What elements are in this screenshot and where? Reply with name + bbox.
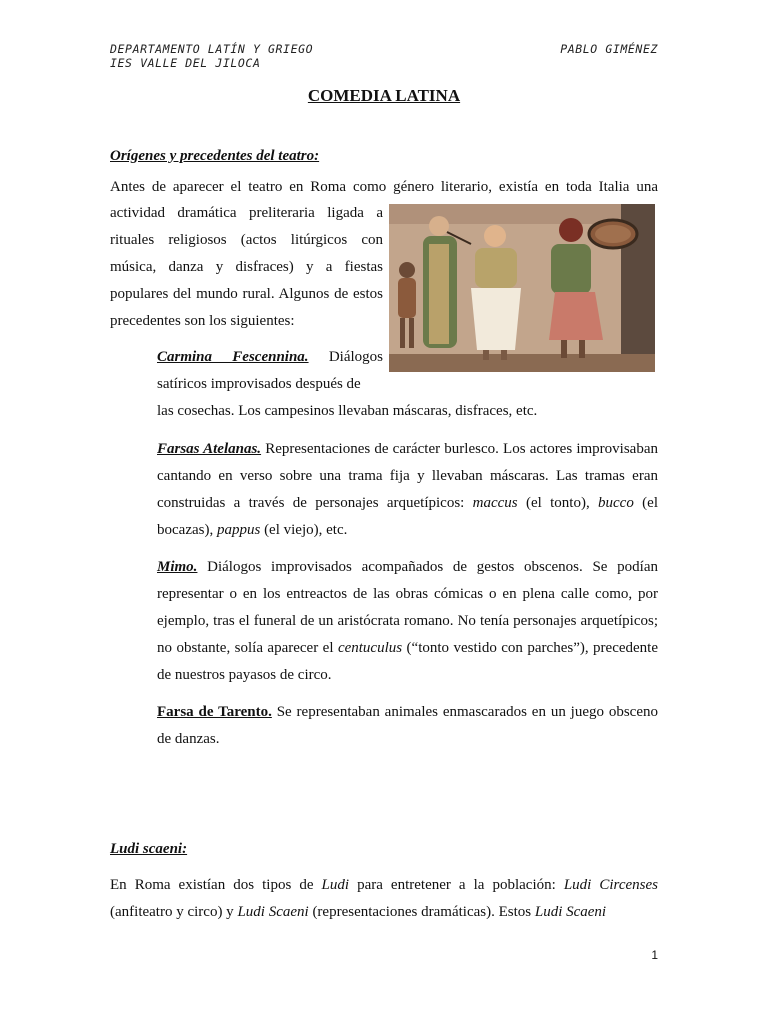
list-item-farsa-tarento: Farsa de Tarento. Se representaban animales enmascarados en un juego obsceno de danzas. [157,704,658,747]
term-carmina-fescennina: Carmina Fescennina. [157,349,309,365]
term-mimo: Mimo. [157,559,198,575]
list-item-farsas-atelanas: Farsas Atelanas. Representaciones de carácter burlesco. Los actores improvisaban cantando en verso sobre una trama fija y llevaban máscaras. Las tramas eran construidas a través de personajes arquetípicos: maccus (el tonto), bucco (el bocazas), pappus (el viejo), etc. [157,441,659,538]
page-number: 1 [651,948,658,962]
intro-paragraph: actividad dramática preliteraria ligada a rituales religiosos (actos litúrgicos con música, danza y disfraces) y a fiestas populares del mundo rural. Algunos de estos precedentes son los siguientes: [110,205,383,329]
ludi-paragraph: En Roma existían dos tipos de Ludi para entretener a la población: Ludi Circenses (anfiteatro y circo) y Ludi Scaeni (representaciones dramáticas). Estos Ludi Scaeni [110,877,658,920]
carmina-continuation: las cosechas. Los campesinos llevaban máscaras, disfraces, etc. [157,403,538,419]
term-farsas-atelanas: Farsas Atelanas. [157,441,262,457]
header-department: DEPARTAMENTO LATÍN Y GRIEGO [110,42,314,56]
list-item-carmina [157,344,383,398]
header-school: IES VALLE DEL JILOCA [110,56,261,70]
header-author: PABLO GIMÉNEZ [560,42,658,56]
list-item-mimo: Mimo. Diálogos improvisados acompañados de gestos obscenos. Se podían representar o en los entreactos de las obras cómicas o en plena calle como, por ejemplo, tras el funeral de un aristócrata romano. No tenía personajes arquetípicos; no obstante, solía aparecer el centuculus (“tonto vestido con parches”), precedente de nuestros payasos de circo. [157,559,658,683]
term-farsa-tarento: Farsa de Tarento. [157,704,272,720]
carmina-text: Diálogos satíricos improvisados después de [157,349,383,392]
section-heading-origins: Orígenes y precedentes del teatro: [110,148,320,164]
section-heading-ludi: Ludi scaeni: [110,841,188,857]
mosaic-musicians-image [389,204,655,372]
intro-first-line: Antes de aparecer el teatro en Roma como género literario, existía en toda Italia una [110,179,658,195]
header-left [110,42,313,70]
page-title: COMEDIA LATINA [307,86,461,105]
